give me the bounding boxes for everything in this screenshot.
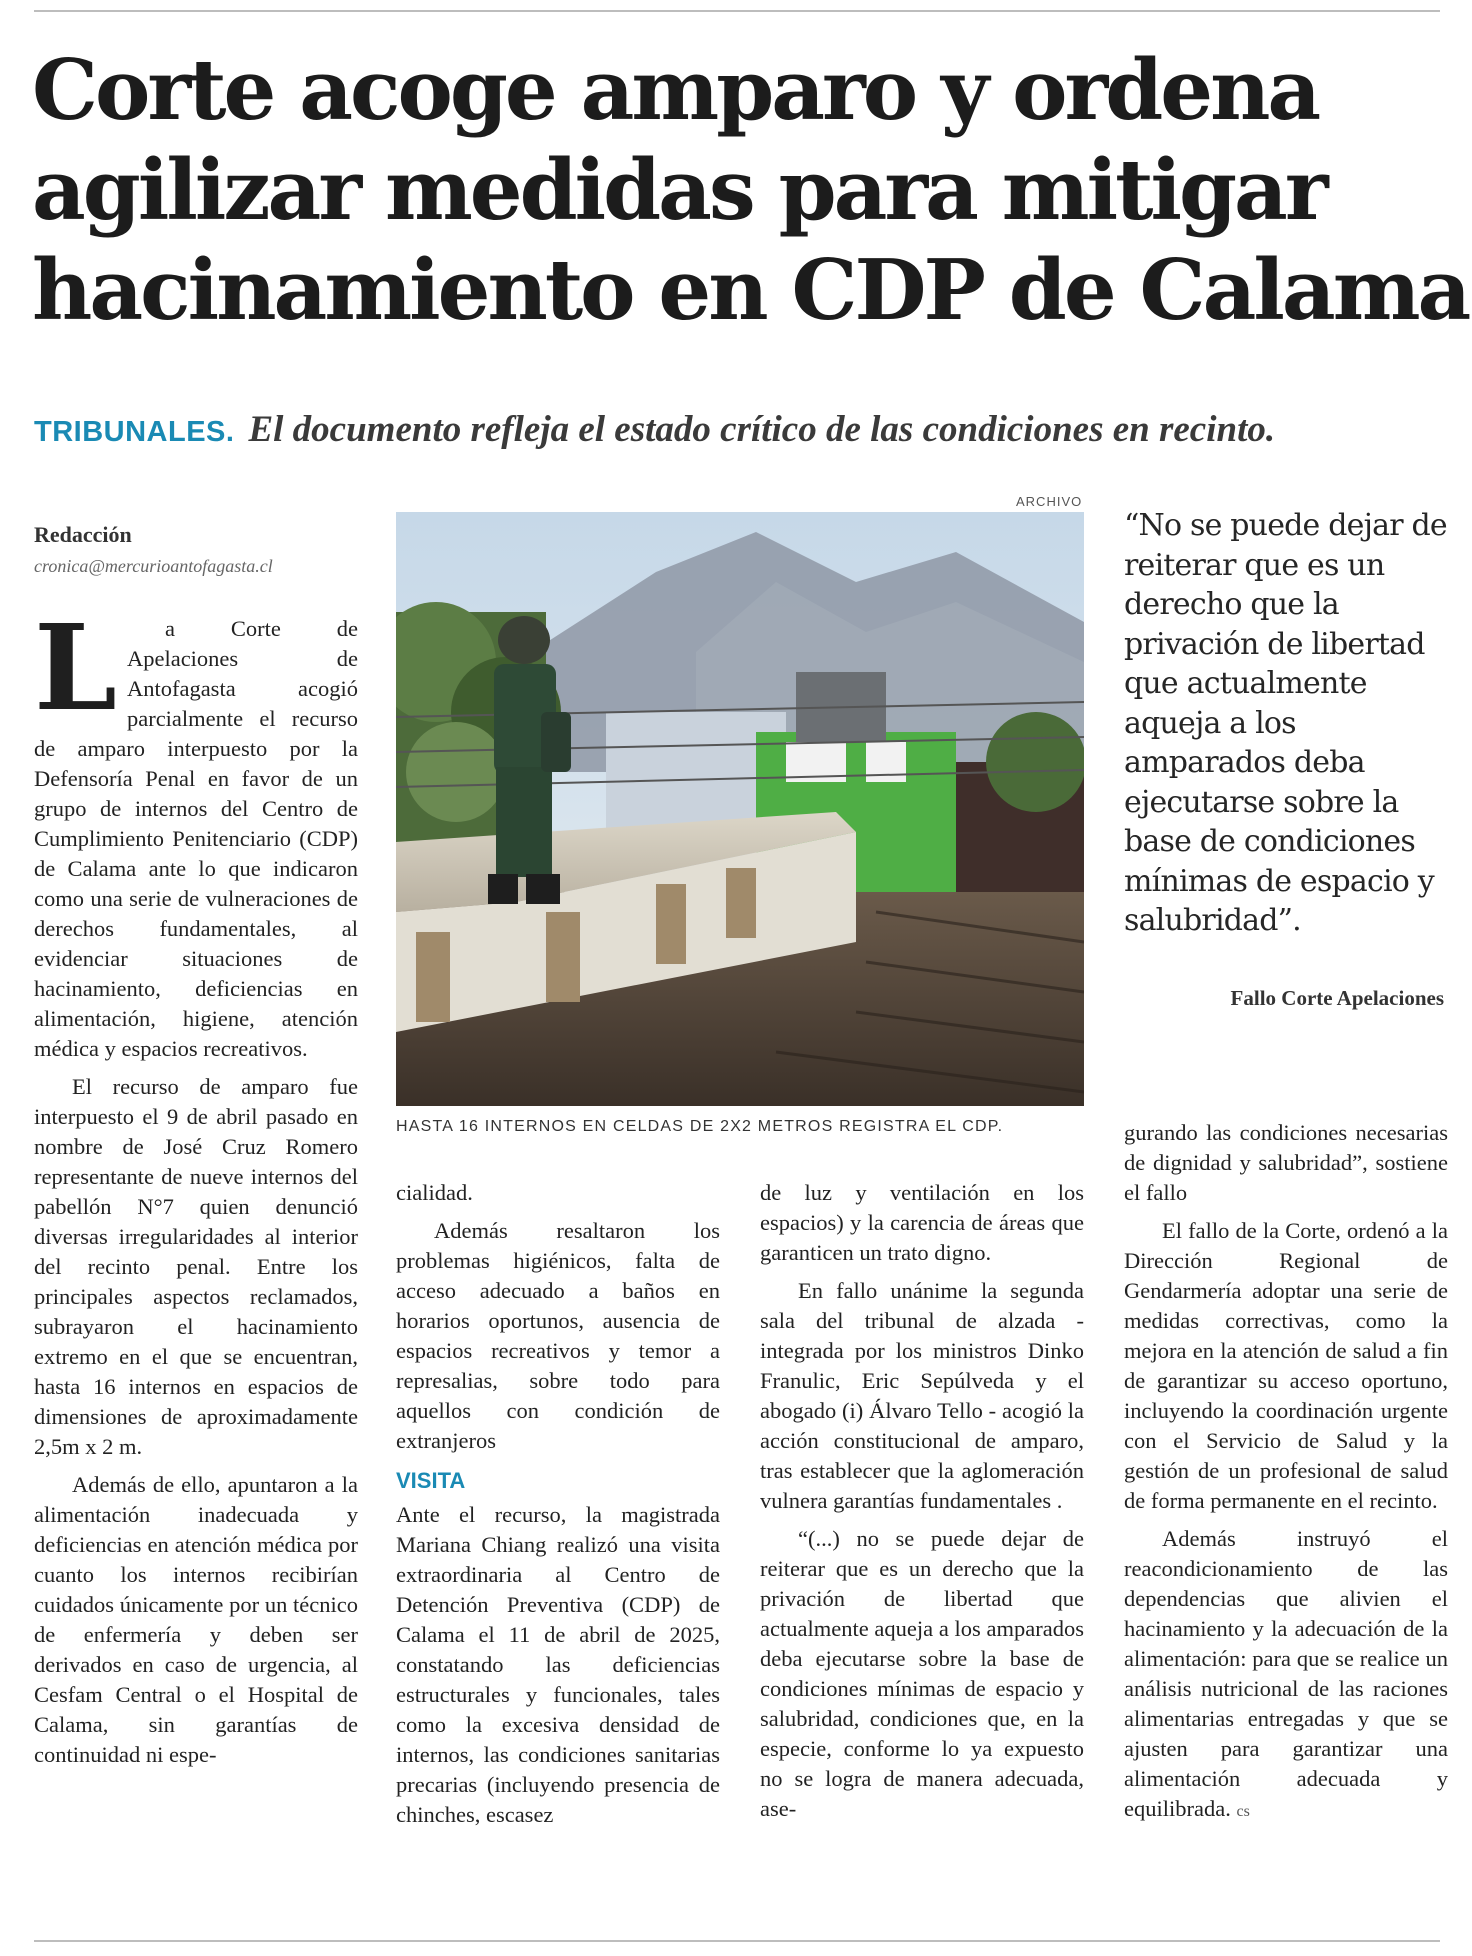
subhead-visita: VISITA <box>396 1468 466 1493</box>
author-name: Redacción <box>34 522 132 547</box>
paragraph-1 <box>34 598 358 1064</box>
section-kicker: TRIBUNALES. <box>34 416 235 448</box>
paragraph-5a: Ante el recurso, la magistrada Mariana Chiang realizó una visita extraordinaria al Centro de Detención Preventiva (CDP) de Calama el 11 de abril de 2025, constatando las deficiencias estructurales y funcionales, tales como la excesiva densidad de internos, las condiciones sanitarias precarias (incluyendo presencia de chinches, escasez <box>396 1502 720 1827</box>
drop-cap: L <box>34 598 117 737</box>
author-email: cronica@mercurioantofagasta.cl <box>34 556 273 576</box>
pull-quote: “No se puede dejar de reiterar que es un derecho que la privación de libertad que actualmente aqueja a los amparados deba ejecutarse sobre la base de condiciones mínimas de espacio y salubridad”. <box>1124 508 1447 938</box>
headline-line-1: Corte acoge amparo y ordena <box>32 41 1319 139</box>
prison-rooftop-photo <box>396 512 1084 1106</box>
column-3 <box>760 1178 1084 1832</box>
headline <box>32 40 1469 340</box>
paragraph-3a: Además de ello, apuntaron a la alimentación inadecuada y deficiencias en atención médica por cuanto los internos recibirían cuidados únicamente por un técnico de enfermería y deben ser derivados en caso de urgencia, al Cesfam Central o el Hospital de Calama, sin garantías de continuidad ni espe- <box>34 1472 358 1767</box>
deck: El documento refleja el estado crítico de las condiciones en recinto. <box>248 409 1276 450</box>
bottom-rule <box>34 1940 1440 1942</box>
top-rule <box>34 10 1440 12</box>
photo-credit: ARCHIVO <box>1016 494 1083 509</box>
paragraph-3b: cialidad. <box>396 1180 473 1205</box>
paragraph-5b: de luz y ventilación en los espacios) y la carencia de áreas que garanticen un trato digno. <box>760 1180 1084 1265</box>
paragraph-8: El fallo de la Corte, ordenó a la Dirección Regional de Gendarmería adoptar una serie de medidas correctivas, como la mejora en la atención de salud a fin de garantizar su acceso oportuno, incluyendo la coordinación urgente con el Servicio de Salud y la gestión de un profesional de salud de forma permanente en el recinto. <box>1124 1218 1448 1513</box>
column-1 <box>34 598 358 1778</box>
paragraph-9-text: Además instruyó el reacondicionamiento de las dependencias que alivien el hacinamiento y la adecuación de la alimentación: para que se realice un análisis nutricional de las raciones alimentarias entregadas y que se ajusten para garantizar una alimentación adecuada y equilibrada. <box>1124 1526 1448 1821</box>
article-photo <box>396 512 1084 1106</box>
column-2 <box>396 1178 720 1838</box>
byline <box>34 522 354 577</box>
end-mark-icon: cs <box>1236 1803 1250 1820</box>
paragraph-4: Además resaltaron los problemas higiénicos, falta de acceso adecuado a baños en horarios oportunos, ausencia de espacios recreativos y temor a represalias, sobre todo para aquellos con condición de extranjeros <box>396 1218 720 1453</box>
paragraph-7b: gurando las condiciones necesarias de dignidad y salubridad”, sostiene el fallo <box>1124 1120 1448 1205</box>
headline-line-2: agilizar medidas para mitigar <box>32 141 1326 239</box>
pull-quote-source: Fallo Corte Apelaciones <box>1230 986 1444 1010</box>
paragraph-7a: “(...) no se puede dejar de reiterar que es un derecho que la privación de libertad que actualmente aqueja a los amparados deba ejecutarse sobre la base de condiciones mínimas de espacio y salubridad, condiciones que, en la especie, conforme lo ya expuesto no se logra de manera adecuada, ase- <box>760 1526 1084 1821</box>
paragraph-6: En fallo unánime la segunda sala del tribunal de alzada -integrada por los ministros Dinko Franulic, Eric Sepúlveda y el abogado (i) Álvaro Tello - acogió la acción constitucional de amparo, tras establecer que la aglomeración vulnera garantías fundamentales . <box>760 1278 1084 1513</box>
photo-caption: HASTA 16 INTERNOS EN CELDAS DE 2X2 METROS REGISTRA EL CDP. <box>396 1118 1004 1135</box>
headline-line-3: hacinamiento en CDP de Calama <box>32 241 1469 339</box>
paragraph-9 <box>1124 1524 1448 1827</box>
paragraph-1-text: a Corte de Apelaciones de Antofagasta acogió parcialmente el recurso de amparo interpuesto por la Defensoría Penal en favor de un grupo de internos del Centro de Cumplimiento Penitenciario (CDP) de Calama ante lo que indicaron como una serie de vulneraciones de derechos fundamentales, al evidenciar situaciones de hacinamiento, deficiencias en alimentación, higiene, atención médica y espacios recreativos. <box>34 616 358 1061</box>
paragraph-2: El recurso de amparo fue interpuesto el 9 de abril pasado en nombre de José Cruz Romero representante de nueve internos del pabellón N°7 quien denunció diversas irregularidades al interior del recinto penal. Entre los principales aspectos reclamados, subrayaron el hacinamiento extremo en el que se encuentran, hasta 16 internos en espacios de dimensiones de aproximadamente 2,5m x 2 m. <box>34 1074 358 1459</box>
column-4 <box>1124 1118 1448 1835</box>
lead-line <box>34 408 1444 451</box>
